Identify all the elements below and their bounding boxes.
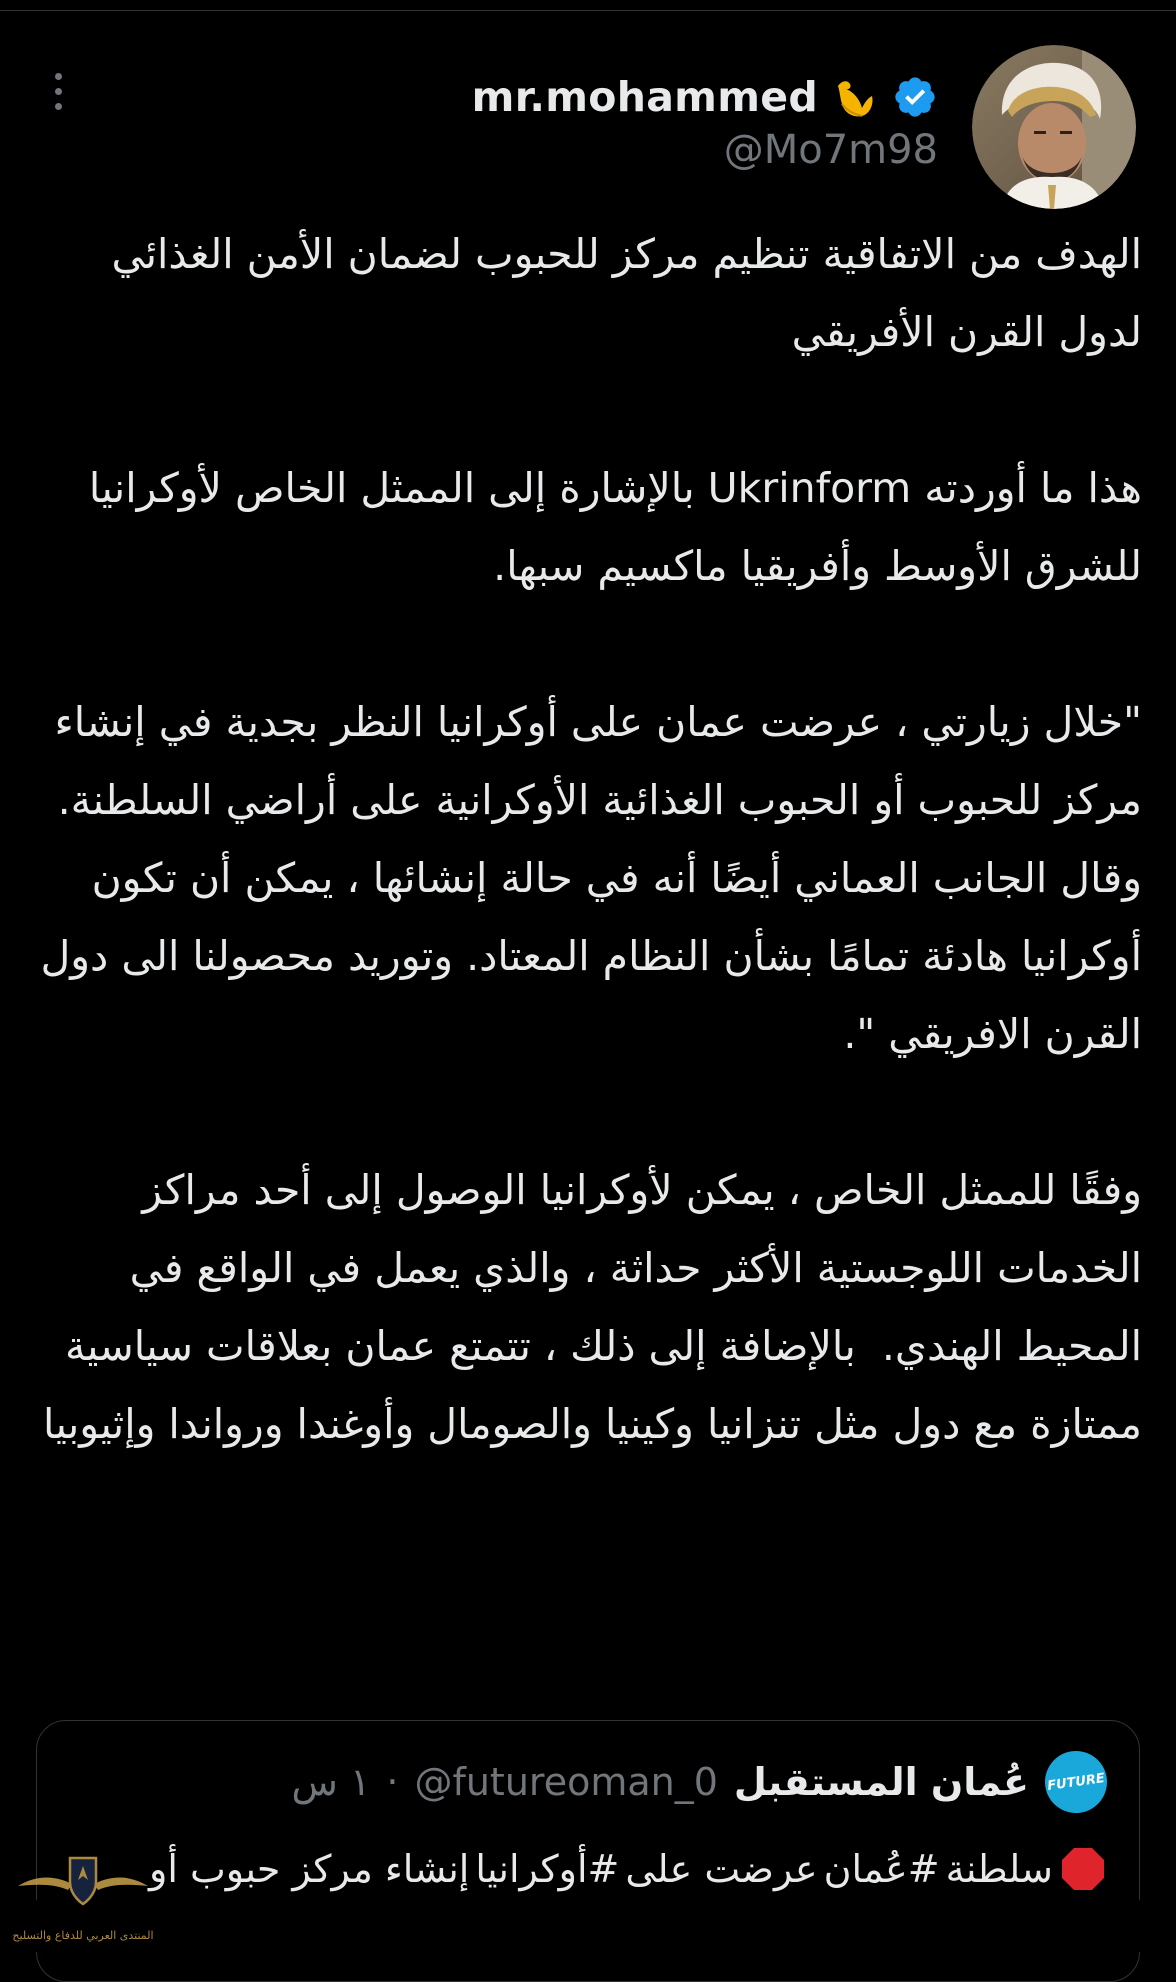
- quoted-author-name[interactable]: عُمان المستقبل: [733, 1760, 1029, 1804]
- quoted-avatar-logo-text: FUTURE: [1046, 1770, 1106, 1794]
- author-name-row: [472, 73, 938, 121]
- tweet-paragraph-2: هذا ما أوردته Ukrinform بالإشارة إلى الممثل الخاص لأوكرانيا للشرق الأوسط وأفريقيا ماكسيم سبها.: [75, 464, 1142, 590]
- watermark-caption: المنتدى العربي للدفاع والتسليح: [12, 1929, 154, 1942]
- quoted-author-handle[interactable]: @futureoman_0: [414, 1760, 718, 1804]
- shield-eagle-logo-icon: [8, 1852, 158, 1924]
- author-handle[interactable]: @Mo7m98: [723, 127, 938, 173]
- bottom-strip: [0, 1900, 1176, 1952]
- verified-badge-icon: [892, 74, 938, 120]
- author-block[interactable]: [472, 73, 938, 173]
- hashtag-ukraine-link[interactable]: #أوكرانيا: [475, 1847, 620, 1891]
- tweet-header: [40, 45, 1136, 215]
- quoted-author-avatar[interactable]: [1041, 1747, 1111, 1817]
- tweet-paragraph-1: الهدف من الاتفاقية تنظيم مركز للحبوب لضمان الأمن الغذائي لدول القرن الأفريقي: [98, 230, 1142, 356]
- hashtag-oman-link[interactable]: #عُمان: [823, 1847, 940, 1891]
- quoted-text-part: سلطنة: [945, 1847, 1053, 1891]
- stop-sign-icon: [1059, 1845, 1107, 1893]
- quoted-tweet-header: [291, 1751, 1107, 1813]
- forum-watermark: [8, 1852, 158, 1942]
- author-display-name[interactable]: mr.mohammed: [471, 73, 818, 121]
- quoted-tweet-text: [57, 1839, 1107, 1899]
- tweet-text: [27, 215, 1142, 1463]
- tweet-paragraph-3: "خلال زيارتي ، عرضت عمان على أوكرانيا النظر بجدية في إنشاء مركز للحبوب أو الحبوب الغذائية الأوكرانية على أراضي السلطنة. وقال الجانب العماني أيضًا أنه في حالة إنشائها ، يمكن أن تكون أوكرانيا هادئة تمامًا بشأن النظام المعتاد. وتوريد محصولنا الى دول القرن الافريقي ".: [27, 698, 1142, 1058]
- quoted-text-part: إنشاء مركز حبوب أو: [149, 1847, 470, 1891]
- muscle-emoji-icon: [832, 74, 878, 120]
- quoted-timestamp[interactable]: ١ س: [291, 1760, 371, 1804]
- top-divider: [0, 10, 1176, 11]
- quoted-text-part: عرضت على: [625, 1847, 818, 1891]
- quoted-separator: ·: [386, 1760, 399, 1804]
- tweet-paragraph-4: وفقًا للممثل الخاص ، يمكن لأوكرانيا الوصول إلى أحد مراكز الخدمات اللوجستية الأكثر حداثة ، والذي يعمل في الواقع في المحيط الهندي. بالإضافة إلى ذلك ، تتمتع عمان بعلاقات سياسية ممتازة مع دول مثل تنزانيا وكينيا والصومال وأوغندا ورواندا وإثيوبيا: [42, 1166, 1142, 1448]
- more-options-icon[interactable]: [52, 73, 64, 119]
- author-avatar[interactable]: [972, 45, 1136, 209]
